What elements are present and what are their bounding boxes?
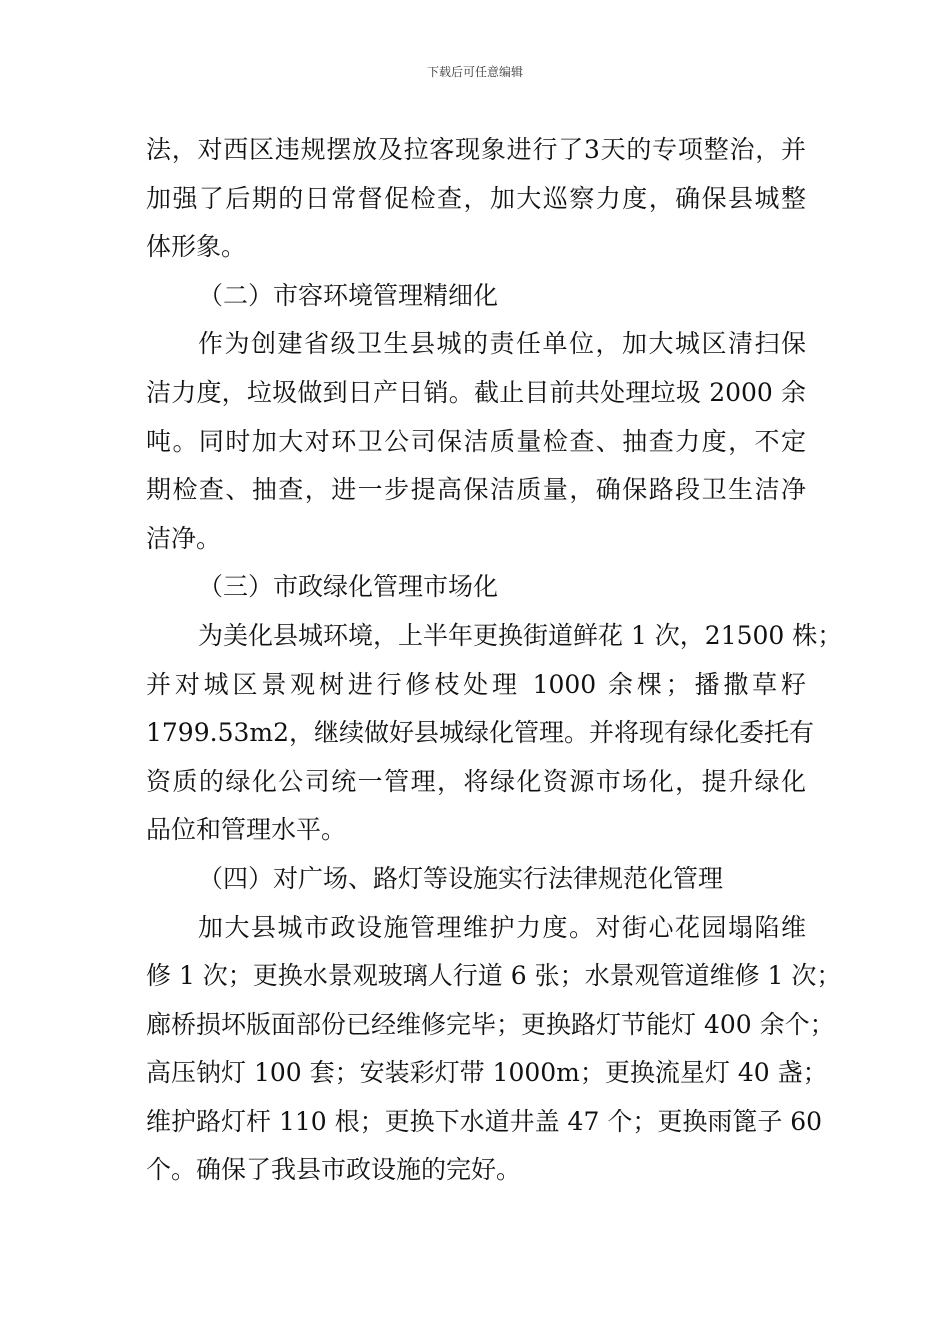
text-line: 并对城区景观树进行修枝处理 1000 余棵；播撒草籽 [146, 669, 806, 699]
text-line: 加大县城市政设施管理维护力度。对街心花园塌陷维 [198, 912, 806, 942]
text-line: 个。确保了我县市政设施的完好。 [146, 1155, 522, 1185]
section-heading-2 [146, 272, 806, 321]
text-line: 廊桥损坏版面部份已经维修完毕；更换路灯节能灯 400 余个； [146, 1009, 835, 1039]
text-line: 1799.53m2，继续做好县城绿化管理。并将现有绿化委托有 [146, 718, 814, 748]
text-line: 作为创建省级卫生县城的责任单位，加大城区清扫保 [198, 329, 806, 359]
text-line: 为美化县城环境，上半年更换街道鲜花 1 次，21500 株； [198, 620, 843, 650]
section-heading-3 [146, 563, 806, 612]
text-line: 资质的绿化公司统一管理，将绿化资源市场化，提升绿化 [146, 766, 806, 796]
text-line: 洁力度，垃圾做到日产日销。截止目前共处理垃圾 2000 余 [146, 377, 806, 407]
text-line: 吨。同时加大对环卫公司保洁质量检查、抽查力度，不定 [146, 426, 806, 456]
heading-text: （四）对广场、路灯等设施实行法律规范化管理 [198, 863, 724, 893]
text-line: 维护路灯杆 110 根；更换下水道井盖 47 个；更换雨篦子 60 [146, 1106, 823, 1136]
paragraph-greening [146, 612, 843, 855]
heading-text: （三）市政绿化管理市场化 [198, 572, 499, 602]
text-line: 法，对西区违规摆放及拉客现象进行了3天的专项整治，并 [146, 135, 806, 164]
text-line: 品位和管理水平。 [146, 815, 347, 845]
text-line: 高压钠灯 100 套；安装彩灯带 1000m；更换流星灯 40 盏； [146, 1058, 828, 1088]
document-body [146, 126, 843, 1195]
text-line: 体形象。 [146, 232, 247, 262]
text-line: 期检查、抽查，进一步提高保洁质量，确保路段卫生洁净 [146, 475, 806, 505]
text-line: 加强了后期的日常督促检查，加大巡察力度，确保县城整 [146, 183, 806, 213]
heading-text: （二）市容环境管理精细化 [198, 280, 499, 310]
paragraph-sanitation [146, 320, 806, 563]
text-line: 修 1 次；更换水景观玻璃人行道 6 张；水景观管道维修 1 次； [146, 961, 842, 991]
paragraph-continuation [146, 126, 806, 272]
section-heading-4 [146, 855, 806, 904]
paragraph-facilities [146, 904, 842, 1196]
text-line: 洁净。 [146, 523, 222, 553]
page-header: 下载后可任意编辑 [426, 65, 523, 79]
